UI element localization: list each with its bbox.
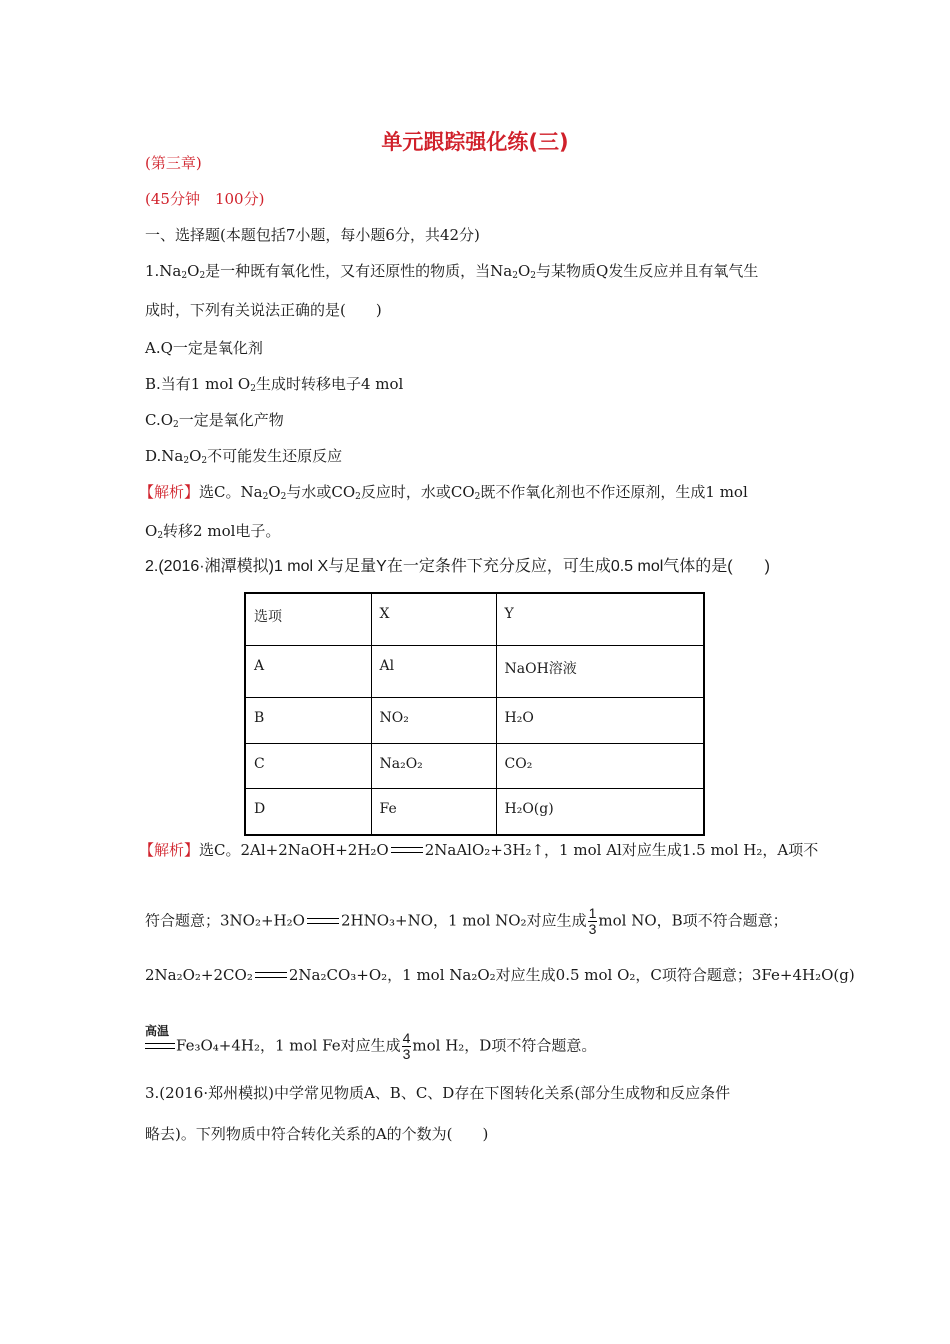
reaction-equals-sign: [145, 1043, 175, 1049]
table-cell: NaOH溶液: [496, 646, 704, 698]
high-temp-condition: 高温: [145, 1024, 170, 1038]
table-cell: Na₂O₂: [371, 743, 496, 789]
table-header-cell: Y: [496, 593, 704, 646]
table-cell: A: [245, 646, 371, 698]
table-cell: NO₂: [371, 697, 496, 743]
fraction-four-thirds: $\frac{4}{3}$: [402, 1030, 411, 1062]
q1-option-a: A.Q一定是氧化剂: [145, 339, 263, 357]
q1-option-d: $D.Na_2O_2$不可能发生还原反应: [145, 447, 343, 466]
table-cell: C: [245, 743, 371, 789]
page-title: 单元跟踪强化练(三): [381, 130, 569, 154]
time-score-label: (45分钟 100分): [145, 190, 265, 208]
q1-option-c: $C.O_2$一定是氧化产物: [145, 411, 284, 430]
table-row: [245, 646, 704, 698]
table-header-cell: 选项: [245, 593, 371, 646]
q1-option-b: B.当有1 mol $O_2$生成时转移电子4 mol: [145, 375, 404, 394]
table-cell: B: [245, 697, 371, 743]
q1-analysis-line2: $O_2$转移2 mol电子。: [145, 522, 281, 541]
table-cell: H₂O: [496, 697, 704, 743]
q2-analysis-line1: 【解析】选C。2Al+2NaOH+2H₂O 2NaAlO₂+3H₂↑，1 mol Al对应生成1.5 mol H₂，A项不: [139, 841, 819, 859]
q1-analysis-line1: 【解析】选C。$Na_2O_2$与水或$CO_2$反应时，水或$CO_2$既不作氧化剂也不作还原剂，生成1 mol: [139, 483, 748, 502]
table-row: [245, 789, 704, 835]
fraction-one-third: $\frac{1}{3}$: [588, 905, 597, 937]
q1-stem-line1: $1.Na_2O_2$是一种既有氧化性，又有还原性的物质，当$Na_2O_2$与某物质Q发生反应并且有氧气生: [145, 262, 759, 281]
chapter-label: (第三章): [145, 154, 202, 172]
section-heading: 一、选择题(本题包括7小题，每小题6分，共42分): [145, 226, 480, 244]
table-row: [245, 697, 704, 743]
table-header-row: [245, 593, 704, 646]
table-header-cell: X: [371, 593, 496, 646]
q2-analysis-line4: Fe₃O₄+4H₂，1 mol Fe对应生成 $\frac{4}{3}$ mol H₂，D项不符合题意。: [176, 1030, 597, 1062]
q2-analysis-line2: 符合题意；3NO₂+H₂O 2HNO₃+NO，1 mol NO₂对应生成 $\frac{1}{3}$ mol NO，B项不符合题意；: [145, 905, 788, 937]
q1-stem-line2: 成时，下列有关说法正确的是( ): [145, 301, 382, 319]
q2-options-table: [244, 592, 705, 836]
equals-sign: [307, 918, 339, 924]
equals-sign: [391, 847, 423, 853]
equals-sign: [255, 972, 287, 978]
table-cell: Fe: [371, 789, 496, 835]
table-row: [245, 743, 704, 789]
q2-stem: 2.(2016·湘潭模拟)1 mol X与足量Y在一定条件下充分反应，可生成0.5 mol气体的是( ): [145, 558, 770, 575]
table-cell: D: [245, 789, 371, 835]
table-cell: Al: [371, 646, 496, 698]
table-cell: CO₂: [496, 743, 704, 789]
table-cell: H₂O(g): [496, 789, 704, 835]
q3-stem-line1: 3.(2016·郑州模拟)中学常见物质A、B、C、D存在下图转化关系(部分生成物和反应条件: [145, 1084, 731, 1102]
q2-analysis-line3: 2Na₂O₂+2CO₂ 2Na₂CO₃+O₂，1 mol Na₂O₂对应生成0.5 mol O₂，C项符合题意；3Fe+4H₂O(g): [145, 966, 855, 984]
q3-stem-line2: 略去)。下列物质中符合转化关系的A的个数为( ): [145, 1125, 489, 1143]
